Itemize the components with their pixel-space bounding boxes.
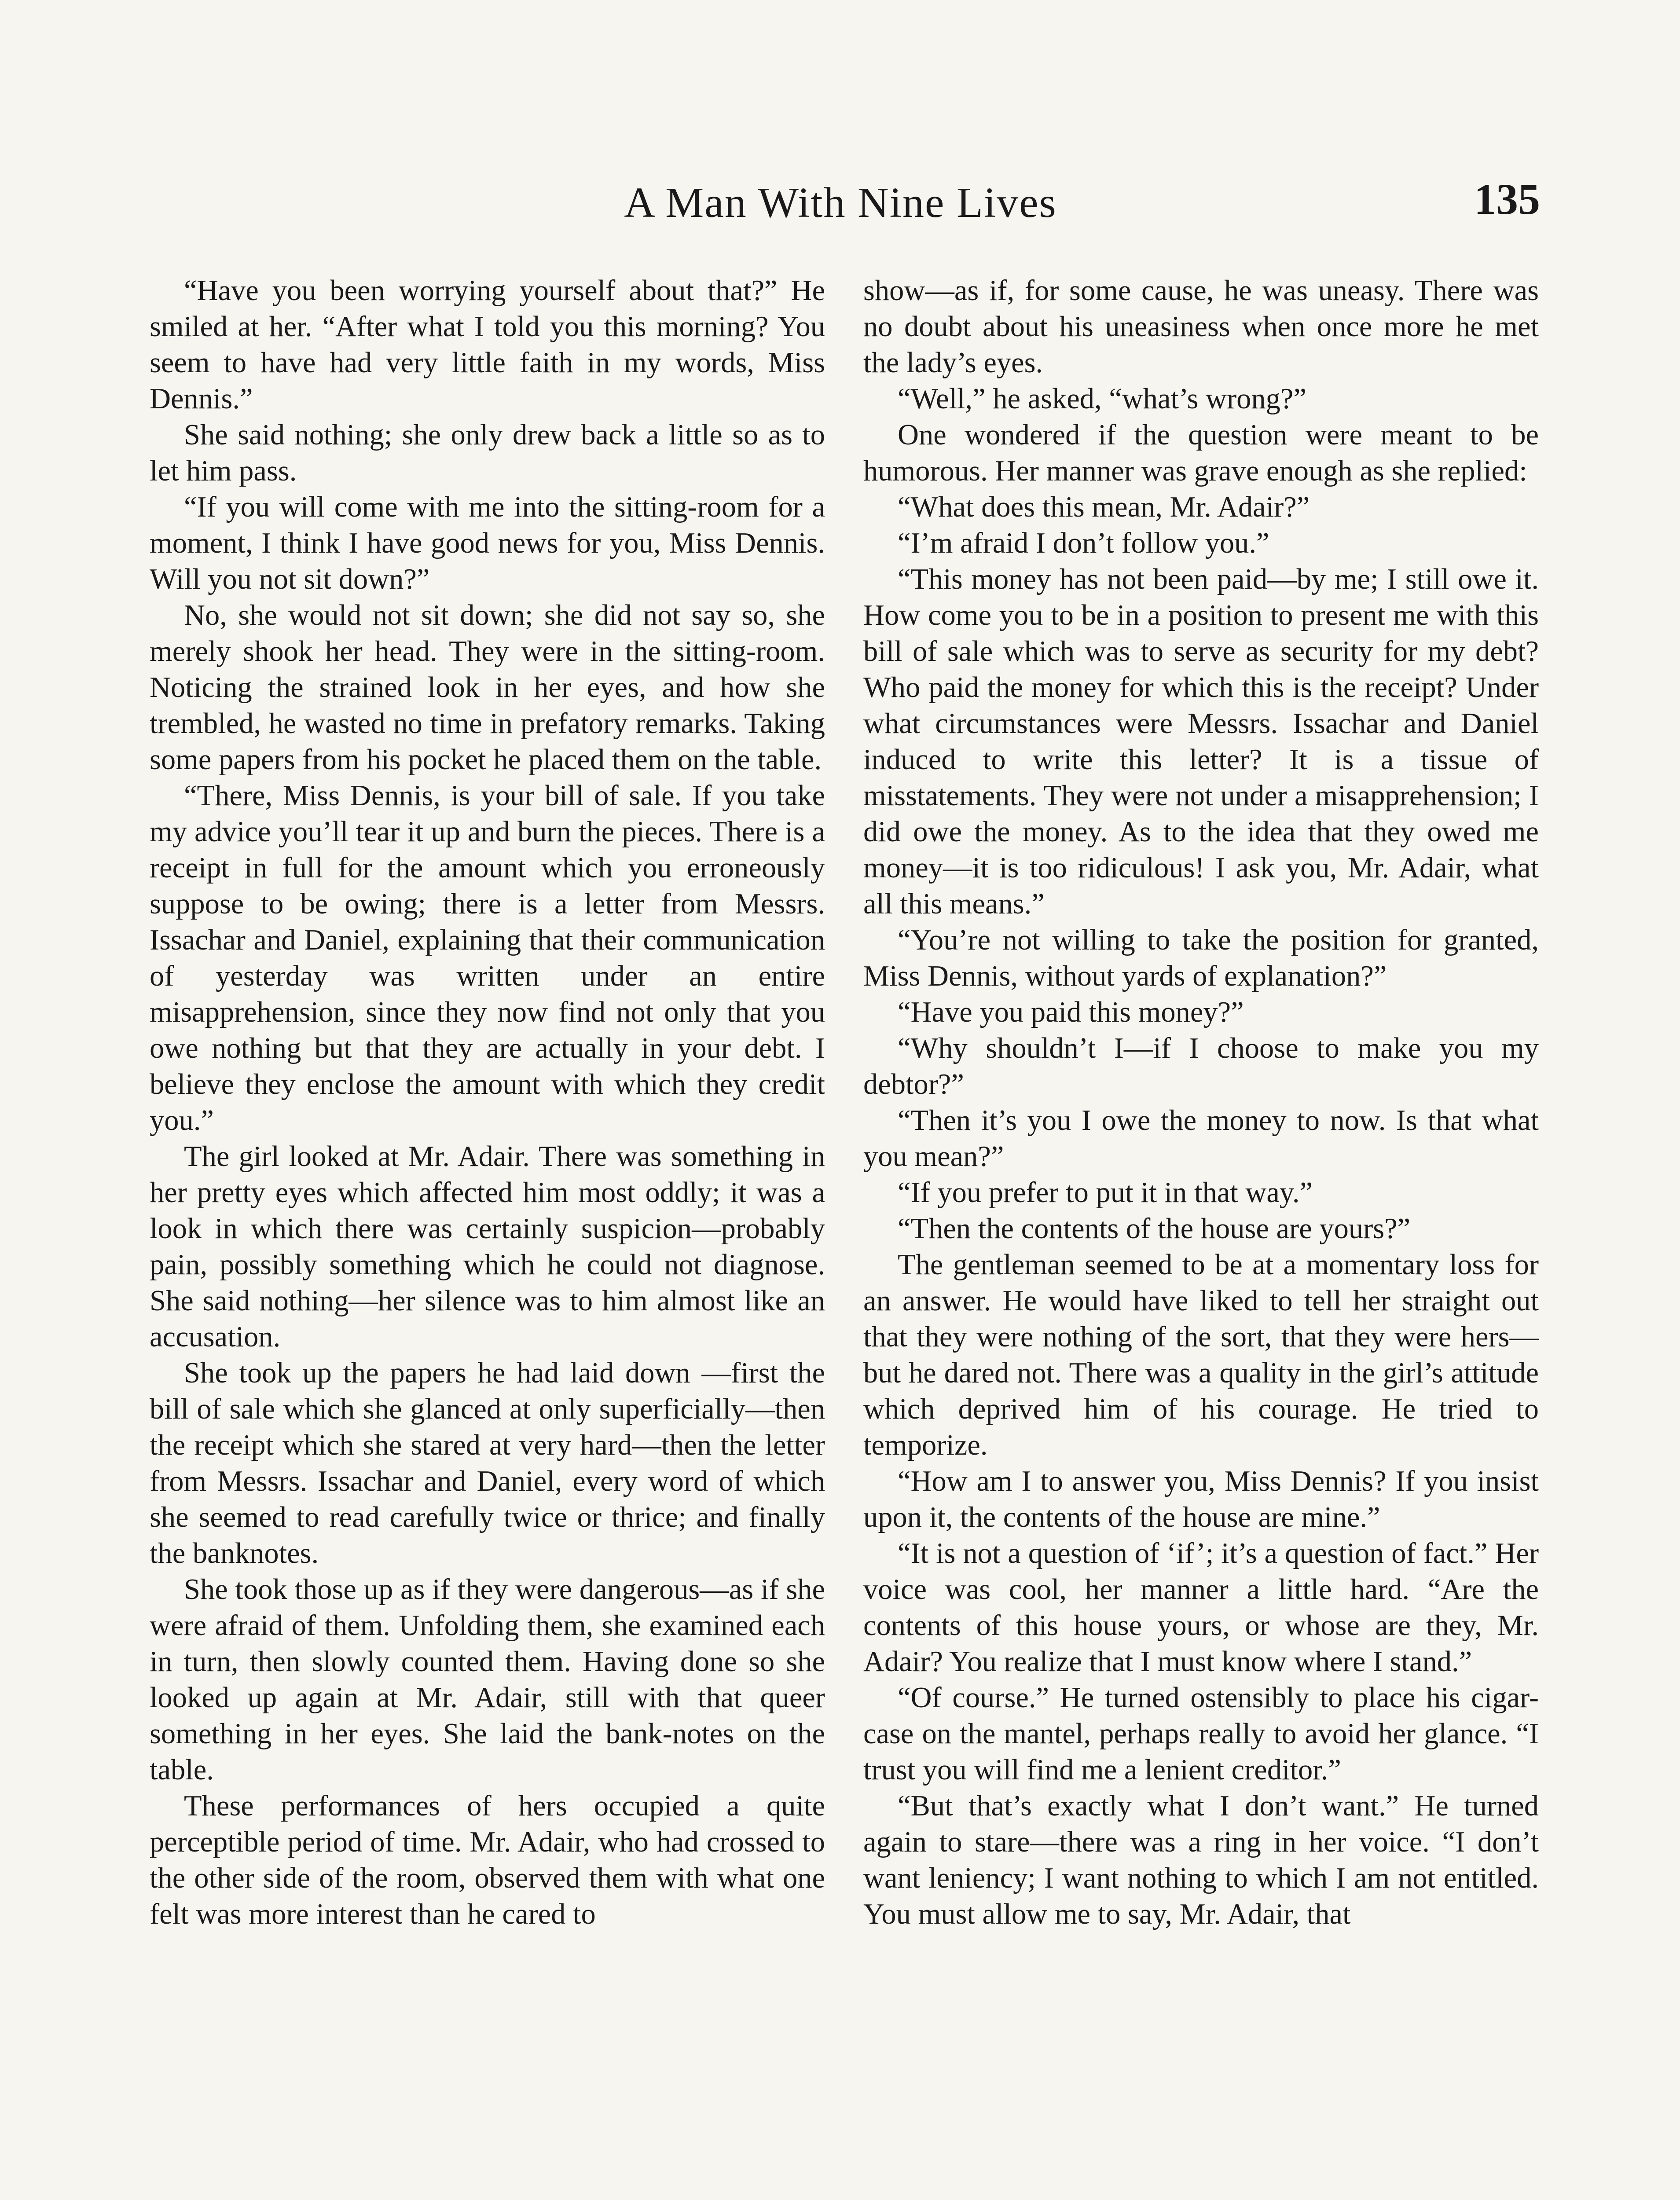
paragraph: “But that’s exactly what I don’t want.” He turned again to stare—there was a ring in her voice. “I don’t want leniency; I want nothing to which I am not entitled. You must allow me to say, Mr. Adair, that — [863, 1790, 1539, 1930]
right-column — [863, 273, 1539, 1932]
paragraph: “Have you paid this money?” — [898, 996, 1244, 1028]
paragraph: “If you prefer to put it in that way.” — [898, 1177, 1313, 1209]
paragraph: The girl looked at Mr. Adair. There was something in her pretty eyes which affected him most oddly; it was a look in which there was certainly suspicion—probably pain, possibly something which he could not diagnose. She said nothing—her silence was to him almost like an accusation. — [150, 1140, 825, 1353]
paragraph: These performances of hers occupied a quite perceptible period of time. Mr. Adair, who had crossed to the other side of the room, observed them with what one felt was more interest than he cared to — [150, 1790, 825, 1930]
paragraph: “If you will come with me into the sitting-room for a moment, I think I have good news for you, Miss Dennis. Will you not sit down?” — [150, 491, 825, 595]
paragraph: “Then it’s you I owe the money to now. Is that what you mean?” — [863, 1104, 1539, 1173]
page-number: 135 — [1474, 175, 1540, 224]
paragraph: “What does this mean, Mr. Adair?” — [898, 491, 1310, 523]
paragraph: “Have you been worrying yourself about that?” He smiled at her. “After what I told you this morning? You seem to have had very little faith in my words, Miss Dennis.” — [150, 275, 825, 415]
left-column — [150, 273, 825, 1932]
paragraph: “This money has not been paid—by me; I still owe it. How come you to be in a position to present me with this bill of sale which was to serve as security for my debt? Who paid the money for which this is the receipt? Under what circumstances were Messrs. Issachar and Daniel induced to write this letter? It is a tissue of misstatements. They were not under a misapprehension; I did owe the money. As to the idea that they owed me money—it is too ridiculous! I ask you, Mr. Adair, what all this means.” — [863, 563, 1539, 920]
paragraph: “Of course.” He turned ostensibly to place his cigar-case on the mantel, perhaps really to avoid her glance. “I trust you will find me a lenient creditor.” — [863, 1682, 1539, 1786]
paragraph: “Why shouldn’t I—if I choose to make you my debtor?” — [863, 1032, 1539, 1100]
paragraph: “You’re not willing to take the position for granted, Miss Dennis, without yards of explanation?” — [863, 924, 1539, 992]
paragraph: “Then the contents of the house are yours?” — [898, 1213, 1411, 1245]
paragraph: “How am I to answer you, Miss Dennis? If you insist upon it, the contents of the house are mine.” — [863, 1465, 1539, 1533]
paragraph: “I’m afraid I don’t follow you.” — [898, 527, 1269, 559]
paragraph: She said nothing; she only drew back a little so as to let him pass. — [150, 419, 825, 487]
paragraph: She took up the papers he had laid down —first the bill of sale which she glanced at only superficially—then the receipt which she stared at very hard—then the letter from Messrs. Issachar and Daniel, every word of which she seemed to read carefully twice or thrice; and finally the banknotes. — [150, 1357, 825, 1569]
paragraph: “It is not a question of ‘if’; it’s a question of fact.” Her voice was cool, her manner a little hard. “Are the contents of this house yours, or whose are they, Mr. Adair? You realize that I must know where I stand.” — [863, 1537, 1539, 1678]
paragraph: She took those up as if they were dangerous—as if she were afraid of them. Unfolding them, she examined each in turn, then slowly counted them. Having done so she looked up again at Mr. Adair, still with that queer something in her eyes. She laid the bank-notes on the table. — [150, 1573, 825, 1786]
paragraph: “There, Miss Dennis, is your bill of sale. If you take my advice you’ll tear it up and burn the pieces. There is a receipt in full for the amount which you erroneously suppose to be owing; there is a letter from Messrs. Issachar and Daniel, explaining that their communication of yesterday was written under an entire misapprehension, since they now find not only that you owe nothing but that they are actually in your debt. I believe they enclose the amount with which they credit you.” — [150, 780, 825, 1137]
paragraph: No, she would not sit down; she did not say so, she merely shook her head. They were in the sitting-room. Noticing the strained look in her eyes, and how she trembled, he wasted no time in prefatory remarks. Taking some papers from his pocket he placed them on the table. — [150, 599, 825, 776]
continued-paragraph: show—as if, for some cause, he was uneasy. There was no doubt about his uneasiness when once more he met the lady’s eyes. — [863, 275, 1539, 379]
page-header — [145, 174, 1540, 240]
paragraph: One wondered if the question were meant to be humorous. Her manner was grave enough as she replied: — [863, 419, 1539, 487]
paragraph: “Well,” he asked, “what’s wrong?” — [898, 383, 1306, 415]
running-title: A Man With Nine Lives — [624, 179, 1057, 227]
paragraph: The gentleman seemed to be at a momentary loss for an answer. He would have liked to tell her straight out that they were nothing of the sort, that they were hers—but he dared not. There was a quality in the girl’s attitude which deprived him of his courage. He tried to temporize. — [863, 1249, 1539, 1461]
